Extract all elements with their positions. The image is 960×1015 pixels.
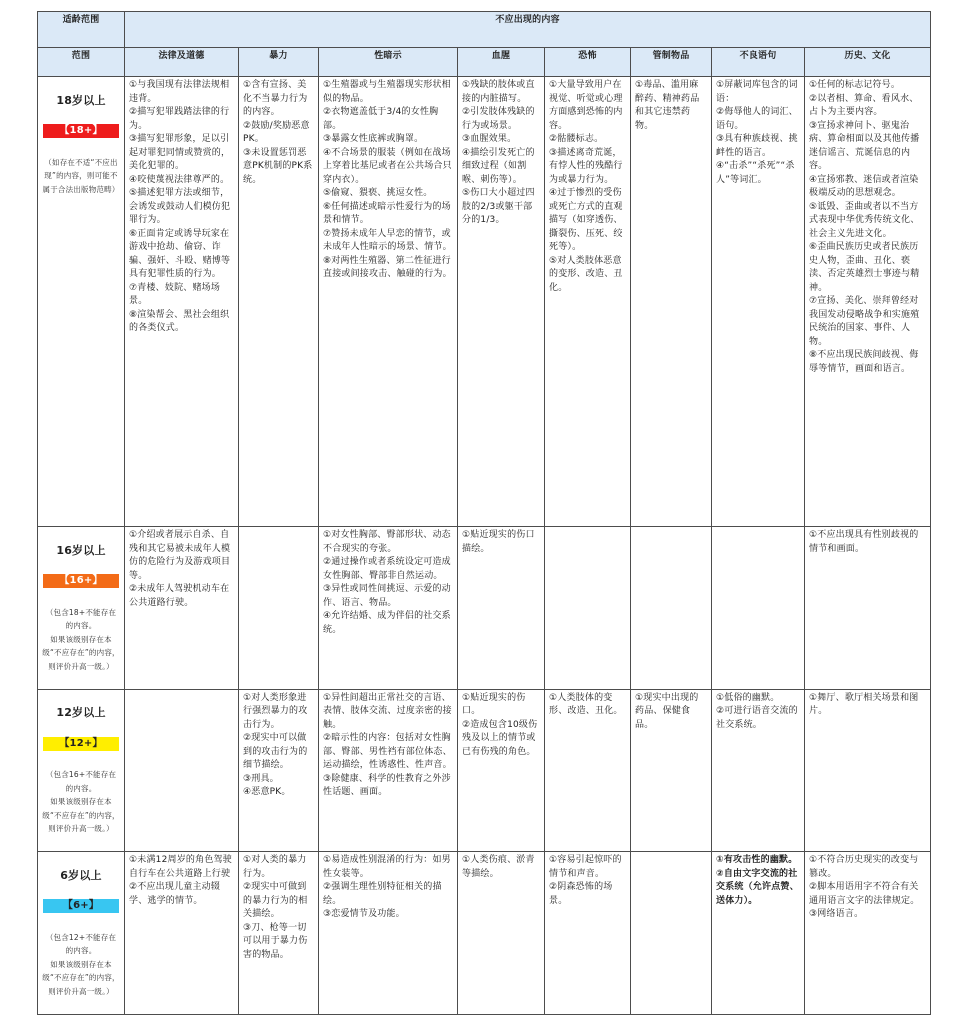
forbidden-content-header: 不应出现的内容 bbox=[125, 12, 931, 48]
age-cell bbox=[38, 852, 125, 1015]
table-cell: ①任何的标志记符号。 ②以者相、算命、看风水、占卜为主要内容。 ③宣扬求神问卜、驱鬼治病、算命相面以及其他传播迷信谣言、荒诞信息的内容。 ④宣扬邪教、迷信或者渲染极端反动的思想观念。 ⑤诋毁、歪曲或者以不当方式表现中华优秀传统文化、社会主义先进文化。 ⑥歪曲民族历史或者民族历史人物，歪曲、丑化、亵渎、否定英雄烈士事迹与精神。 ⑦宣扬、美化、崇拜曾经对我国发动侵略战争和实施殖民统治的国家、事件、人物。 ⑧不应出现民族间歧视、侮辱等情节，画面和语言。 bbox=[805, 77, 931, 527]
column-header-sexual: 性暗示 bbox=[319, 48, 458, 77]
table-cell: ①低俗的幽默。 ②可进行语音交流的社交系统。 bbox=[712, 689, 805, 852]
table-cell: ①介绍或者展示自杀、自残和其它易被未成年人模仿的危险行为及游戏项目等。 ②未成年人驾驶机动车在公共道路行驶。 bbox=[125, 527, 239, 690]
column-header-law: 法律及道德 bbox=[125, 48, 239, 77]
table-cell: ①异性间超出正常社交的言语、表情、肢体交流、过度亲密的接触。 ②暗示性的内容：包括对女性胸部、臀部、男性裆有部位体态、运动描绘，性诱惑性、性声音。 ③除健康、科学的性教育之外涉性话题、画面。 bbox=[319, 689, 458, 852]
table-row bbox=[38, 527, 931, 690]
table-cell: ①不符合历史现实的改变与篡改。 ②脚本用语用字不符合有关通用语言文字的法律规定。 ③网络语言。 bbox=[805, 852, 931, 1015]
age-note: （包含18+不能存在的内容。 如果该级别存在本级“不应存在”的内容，则评价升高一级。） bbox=[42, 607, 120, 671]
age-badge: 【16+】 bbox=[43, 574, 119, 588]
age-note: （如存在不适“不应出现”的内容，则可能不属于合法出版物范畴） bbox=[42, 157, 120, 194]
table-cell: ①对女性胸部、臀部形状、动态不合现实的夸张。 ②通过操作或者系统设定可造成女性胸部、臀部非自然运动。 ③异性或同性间挑逗、示爱的动作、语言、物品。 ④允许结婚、成为伴侣的社交系统。 bbox=[319, 527, 458, 690]
age-note: （包含16+不能存在的内容。 如果该级别存在本级“不应存在”的内容，则评价升高一级。） bbox=[42, 770, 120, 833]
table-cell bbox=[125, 689, 239, 852]
table-cell: ①贴近现实的伤口。 ②造成包含10级伤残及以上的情节或已有伤残的角色。 bbox=[458, 689, 545, 852]
table-cell: ①舞厅、歌厅相关场景和图片。 bbox=[805, 689, 931, 852]
table-cell: ①屏蔽词库包含的词语： ②侮辱他人的词汇、语句。 ③具有种族歧视、挑衅性的语言。 ④“击杀”“杀死”“杀人”等词汇。 bbox=[712, 77, 805, 527]
table-cell: ①含有宣扬、美化不当暴力行为的内容。 ②鼓励/奖励恶意PK。 ③未设置惩罚恶意PK机制的PK系统。 bbox=[239, 77, 319, 527]
age-note: （包含12+不能存在的内容。 如果该级别存在本级“不应存在”的内容，则评价升高一级。） bbox=[42, 932, 120, 996]
age-badge: 【12+】 bbox=[43, 737, 119, 751]
age-title: 18岁以上 bbox=[56, 93, 106, 107]
table-cell: ①大量导致用户在视觉、听觉或心理方面感到恐怖的内容。 ②骷髅标志。 ③描述离奇荒诞，有悖人性的残酷行为或暴力行为。 ④过于惨烈的受伤或死亡方式的直观描写（如穿透伤、撕裂伤、压死、绞死等）。 ⑤对人类肢体恶意的变形、改造、丑化。 bbox=[545, 77, 631, 527]
table-cell: ①对人类形象进行强烈暴力的攻击行为。 ②现实中可以做到的攻击行为的细节描绘。 ③刑具。 ④恶意PK。 bbox=[239, 689, 319, 852]
table-cell: ①人类肢体的变形、改造、丑化。 bbox=[545, 689, 631, 852]
age-cell bbox=[38, 689, 125, 852]
table-cell: ①毒品、滥用麻醉药、精神药品和其它违禁药物。 bbox=[631, 77, 712, 527]
table-cell: ①残缺的肢体或直接的内脏描写。 ②引发肢体残缺的行为或场景。 ③血腥效果。 ④描绘引发死亡的细致过程（如割喉、刺伤等）。 ⑤伤口大小超过四肢的2/3或躯干部分的1/3。 bbox=[458, 77, 545, 527]
age-range-header: 适龄范围 bbox=[38, 12, 125, 48]
table-cell: ①不应出现具有性别歧视的情节和画面。 bbox=[805, 527, 931, 690]
table-cell: ①人类伤痕、淤青等描绘。 bbox=[458, 852, 545, 1015]
table-cell bbox=[712, 527, 805, 690]
table-cell: ①生殖器或与生殖器现实形状相似的物品。 ②衣物遮盖低于3/4的女性胸部。 ③暴露女性底裤或胸罩。 ④不合场景的服装（例如在战场上穿着比基尼或者在公共场合只穿内衣）。 ⑤偷窥、猥亵、挑逗女性。 ⑥任何描述或暗示性爱行为的场景和情节。 ⑦赞扬未成年人早恋的情节，或未成年人性暗示的场景、情节。 ⑧对两性生殖器、第二性征进行直接或间接攻击、触碰的行为。 bbox=[319, 77, 458, 527]
column-header-controlled: 管制物品 bbox=[631, 48, 712, 77]
table-cell: ①对人类的暴力行为。 ②现实中可做到的暴力行为的相关描绘。 ③刀、枪等一切可以用于暴力伤害的物品。 bbox=[239, 852, 319, 1015]
header-row-columns bbox=[38, 48, 931, 77]
age-cell bbox=[38, 77, 125, 527]
age-title: 16岁以上 bbox=[56, 543, 106, 557]
column-header-history: 历史、文化 bbox=[805, 48, 931, 77]
content-rating-table bbox=[37, 11, 931, 1015]
table-cell: ①容易引起惊吓的情节和声音。 ②阴森恐怖的场景。 bbox=[545, 852, 631, 1015]
age-cell bbox=[38, 527, 125, 690]
table-row bbox=[38, 77, 931, 527]
table-cell bbox=[631, 852, 712, 1015]
age-badge: 【6+】 bbox=[43, 899, 119, 913]
table-row bbox=[38, 689, 931, 852]
table-cell: ①易造成性别混淆的行为：如男性女装等。 ②强调生理性别特征相关的描绘。 ③恋爱情节及功能。 bbox=[319, 852, 458, 1015]
table-cell: ①贴近现实的伤口描绘。 bbox=[458, 527, 545, 690]
table-cell bbox=[239, 527, 319, 690]
column-header-horror: 恐怖 bbox=[545, 48, 631, 77]
table-cell: ①有攻击性的幽默。 ②自由文字交流的社交系统（允许点赞、送体力）。 bbox=[712, 852, 805, 1015]
column-header-violence: 暴力 bbox=[239, 48, 319, 77]
age-title: 12岁以上 bbox=[56, 706, 106, 719]
column-header-range: 范围 bbox=[38, 48, 125, 77]
column-header-gore: 血腥 bbox=[458, 48, 545, 77]
column-header-bad-language: 不良语句 bbox=[712, 48, 805, 77]
age-title: 6岁以上 bbox=[60, 868, 102, 882]
header-row-main bbox=[38, 12, 931, 48]
table-cell: ①现实中出现的药品、保健食品。 bbox=[631, 689, 712, 852]
age-badge: 【18+】 bbox=[43, 124, 119, 138]
table-cell bbox=[631, 527, 712, 690]
table-row bbox=[38, 852, 931, 1015]
table-cell: ①与我国现有法律法规相违背。 ②描写犯罪践踏法律的行为。 ③描写犯罪形象，足以引起对罪犯同情或赞赏的，美化犯罪的。 ④咬使蔑视法律尊严的。 ⑤描述犯罪方法或细节，会诱发或鼓动人们模仿犯罪行为。 ⑥正面肯定或诱导玩家在游戏中抢劫、偷窃、诈骗、强奸、斗殴、赌博等具有犯罪性质的行为。 ⑦青楼、妓院、赌场场景。 ⑧渲染帮会、黑社会组织的各类仪式。 bbox=[125, 77, 239, 527]
table-cell bbox=[545, 527, 631, 690]
table-cell: ①未满12周岁的角色驾驶自行车在公共道路上行驶 ②不应出现儿童主动辍学、逃学的情节。 bbox=[125, 852, 239, 1015]
